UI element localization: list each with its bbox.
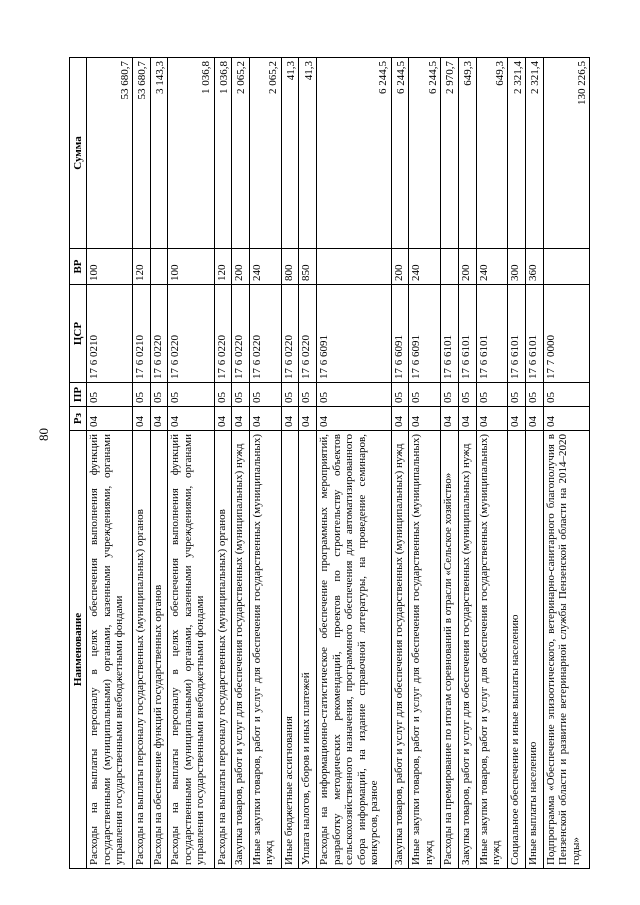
cell-sum: 41,3 bbox=[299, 58, 317, 249]
cell-rz: 04 bbox=[317, 407, 392, 431]
cell-rz: 04 bbox=[133, 407, 151, 431]
cell-pr: 05 bbox=[391, 383, 409, 407]
table-row bbox=[133, 58, 151, 869]
cell-csr: 17 6 0220 bbox=[214, 285, 232, 383]
cell-vr: 240 bbox=[409, 249, 441, 285]
cell-csr: 17 6 0210 bbox=[133, 285, 151, 383]
cell-pr: 05 bbox=[543, 383, 589, 407]
cell-pr: 05 bbox=[249, 383, 281, 407]
cell-pr: 05 bbox=[317, 383, 392, 407]
cell-vr: 240 bbox=[249, 249, 281, 285]
table-row bbox=[299, 58, 317, 869]
cell-csr: 17 6 0220 bbox=[299, 285, 317, 383]
cell-rz: 04 bbox=[299, 407, 317, 431]
cell-sum: 53 680,7 bbox=[87, 58, 133, 249]
cell-pr: 05 bbox=[526, 383, 544, 407]
cell-name: Иные закупки товаров, работ и услуг для обеспечения государственных (муниципальных) нужд bbox=[409, 431, 441, 869]
table-row bbox=[391, 58, 409, 869]
cell-sum: 1 036,8 bbox=[214, 58, 232, 249]
cell-vr: 200 bbox=[391, 249, 409, 285]
cell-csr: 17 6 0220 bbox=[150, 285, 168, 383]
cell-sum: 2 321,4 bbox=[508, 58, 526, 249]
table-row bbox=[441, 58, 459, 869]
cell-pr: 05 bbox=[441, 383, 459, 407]
cell-rz: 04 bbox=[409, 407, 441, 431]
table-row bbox=[168, 58, 214, 869]
cell-rz: 04 bbox=[232, 407, 250, 431]
cell-csr: 17 6 6101 bbox=[476, 285, 508, 383]
cell-pr: 05 bbox=[281, 383, 299, 407]
cell-csr: 17 6 6101 bbox=[458, 285, 476, 383]
cell-sum: 6 244,5 bbox=[391, 58, 409, 249]
cell-csr: 17 6 0210 bbox=[87, 285, 133, 383]
header-pr: ПР bbox=[70, 383, 87, 407]
cell-pr: 05 bbox=[458, 383, 476, 407]
cell-csr: 17 6 0220 bbox=[281, 285, 299, 383]
cell-sum: 649,3 bbox=[458, 58, 476, 249]
budget-table bbox=[69, 57, 590, 869]
budget-table-container bbox=[69, 58, 590, 869]
cell-pr: 05 bbox=[299, 383, 317, 407]
cell-rz: 04 bbox=[214, 407, 232, 431]
cell-name: Социальное обеспечение и иные выплаты населению bbox=[508, 431, 526, 869]
header-vr: ВР bbox=[70, 249, 87, 285]
cell-rz: 04 bbox=[87, 407, 133, 431]
table-row bbox=[214, 58, 232, 869]
cell-name: Расходы на выплаты персоналу государственных (муниципальных) органов bbox=[133, 431, 151, 869]
cell-vr: 360 bbox=[526, 249, 544, 285]
cell-csr: 17 6 6101 bbox=[441, 285, 459, 383]
cell-rz: 04 bbox=[281, 407, 299, 431]
cell-pr: 05 bbox=[508, 383, 526, 407]
cell-vr: 800 bbox=[281, 249, 299, 285]
cell-vr bbox=[317, 249, 392, 285]
cell-rz: 04 bbox=[543, 407, 589, 431]
cell-sum: 6 244,5 bbox=[317, 58, 392, 249]
cell-name: Закупка товаров, работ и услуг для обеспечения государственных (муниципальных) нужд bbox=[458, 431, 476, 869]
cell-csr: 17 6 6101 bbox=[526, 285, 544, 383]
cell-sum: 2 065,2 bbox=[249, 58, 281, 249]
cell-rz: 04 bbox=[508, 407, 526, 431]
cell-csr: 17 6 0220 bbox=[168, 285, 214, 383]
cell-rz: 04 bbox=[391, 407, 409, 431]
cell-name: Расходы на выплаты персоналу в целях обеспечения выполнения функций государственными (муниципальными) органами, казенными учреждениями, органами управления государственными внебюджетными фондами bbox=[87, 431, 133, 869]
cell-sum: 6 244,5 bbox=[409, 58, 441, 249]
table-row bbox=[317, 58, 392, 869]
cell-csr: 17 6 6091 bbox=[317, 285, 392, 383]
cell-pr: 05 bbox=[168, 383, 214, 407]
cell-sum: 649,3 bbox=[476, 58, 508, 249]
cell-rz: 04 bbox=[249, 407, 281, 431]
cell-rz: 04 bbox=[458, 407, 476, 431]
cell-sum: 41,3 bbox=[281, 58, 299, 249]
cell-sum: 3 143,3 bbox=[150, 58, 168, 249]
cell-sum: 53 680,7 bbox=[133, 58, 151, 249]
cell-csr: 17 6 6091 bbox=[391, 285, 409, 383]
table-row bbox=[543, 58, 589, 869]
cell-sum: 2 970,7 bbox=[441, 58, 459, 249]
table-row bbox=[458, 58, 476, 869]
table-row bbox=[526, 58, 544, 869]
cell-vr: 240 bbox=[476, 249, 508, 285]
table-row bbox=[508, 58, 526, 869]
table-row bbox=[249, 58, 281, 869]
table-row bbox=[476, 58, 508, 869]
cell-name: Расходы на выплаты персоналу государственных (муниципальных) органов bbox=[214, 431, 232, 869]
cell-name: Закупка товаров, работ и услуг для обеспечения государственных (муниципальных) нужд bbox=[391, 431, 409, 869]
cell-vr: 200 bbox=[232, 249, 250, 285]
cell-sum: 2 321,4 bbox=[526, 58, 544, 249]
header-rz: Рз bbox=[70, 407, 87, 431]
header-sum: Сумма bbox=[70, 58, 87, 249]
cell-pr: 05 bbox=[214, 383, 232, 407]
cell-vr: 120 bbox=[214, 249, 232, 285]
cell-vr: 100 bbox=[87, 249, 133, 285]
table-row bbox=[281, 58, 299, 869]
cell-pr: 05 bbox=[409, 383, 441, 407]
cell-sum: 130 226,5 bbox=[543, 58, 589, 249]
cell-name: Подпрограмма «Обеспечение эпизоотического, ветеринарно-санитарного благополучия в Пензенской области и развитие ветеринарной службы Пензенской области на 2014–2020 годы» bbox=[543, 431, 589, 869]
cell-name: Уплата налогов, сборов и иных платежей bbox=[299, 431, 317, 869]
cell-rz: 04 bbox=[441, 407, 459, 431]
header-row bbox=[70, 58, 87, 869]
cell-csr: 17 7 0000 bbox=[543, 285, 589, 383]
cell-csr: 17 6 6091 bbox=[409, 285, 441, 383]
cell-vr: 300 bbox=[508, 249, 526, 285]
cell-vr: 100 bbox=[168, 249, 214, 285]
cell-name: Иные бюджетные ассигнования bbox=[281, 431, 299, 869]
cell-name: Иные выплаты населению bbox=[526, 431, 544, 869]
cell-rz: 04 bbox=[476, 407, 508, 431]
cell-pr: 05 bbox=[133, 383, 151, 407]
header-csr: ЦСР bbox=[70, 285, 87, 383]
cell-pr: 05 bbox=[87, 383, 133, 407]
header-name: Наименование bbox=[70, 431, 87, 869]
cell-pr: 05 bbox=[150, 383, 168, 407]
table-row bbox=[150, 58, 168, 869]
cell-rz: 04 bbox=[150, 407, 168, 431]
cell-vr: 850 bbox=[299, 249, 317, 285]
table-row bbox=[232, 58, 250, 869]
cell-csr: 17 6 0220 bbox=[232, 285, 250, 383]
page-number: 80 bbox=[36, 428, 51, 441]
cell-sum: 2 065,2 bbox=[232, 58, 250, 249]
cell-name: Расходы на премирование по итогам соревнований в отрасли «Сельское хозяйство» bbox=[441, 431, 459, 869]
cell-vr bbox=[150, 249, 168, 285]
cell-name: Расходы на обеспечение функций государственных органов bbox=[150, 431, 168, 869]
cell-vr: 200 bbox=[458, 249, 476, 285]
cell-pr: 05 bbox=[232, 383, 250, 407]
cell-csr: 17 6 0220 bbox=[249, 285, 281, 383]
cell-name: Расходы на выплаты персоналу в целях обеспечения выполнения функций государственными (муниципальными) органами, казенными учреждениями, органами управления государственными внебюджетными фондами bbox=[168, 431, 214, 869]
cell-vr bbox=[543, 249, 589, 285]
cell-name: Иные закупки товаров, работ и услуг для обеспечения государственных (муниципальных) нужд bbox=[476, 431, 508, 869]
cell-sum: 1 036,8 bbox=[168, 58, 214, 249]
cell-name: Закупка товаров, работ и услуг для обеспечения государственных (муниципальных) нужд bbox=[232, 431, 250, 869]
cell-csr: 17 6 6101 bbox=[508, 285, 526, 383]
cell-pr: 05 bbox=[476, 383, 508, 407]
table-row bbox=[87, 58, 133, 869]
table-row bbox=[409, 58, 441, 869]
cell-vr: 120 bbox=[133, 249, 151, 285]
cell-name: Иные закупки товаров, работ и услуг для обеспечения государственных (муниципальных) нужд bbox=[249, 431, 281, 869]
cell-rz: 04 bbox=[526, 407, 544, 431]
cell-name: Расходы на информационно-статистическое обеспечение программных мероприятий, разработку методических рекомендаций, проектов по строительству объектов сельскохозяйственного назначения, программного обеспечения для автоматизированного сбора информаций, на издание справочной литературы, на проведение семинаров, конкурсов, разное bbox=[317, 431, 392, 869]
cell-rz: 04 bbox=[168, 407, 214, 431]
cell-vr bbox=[441, 249, 459, 285]
